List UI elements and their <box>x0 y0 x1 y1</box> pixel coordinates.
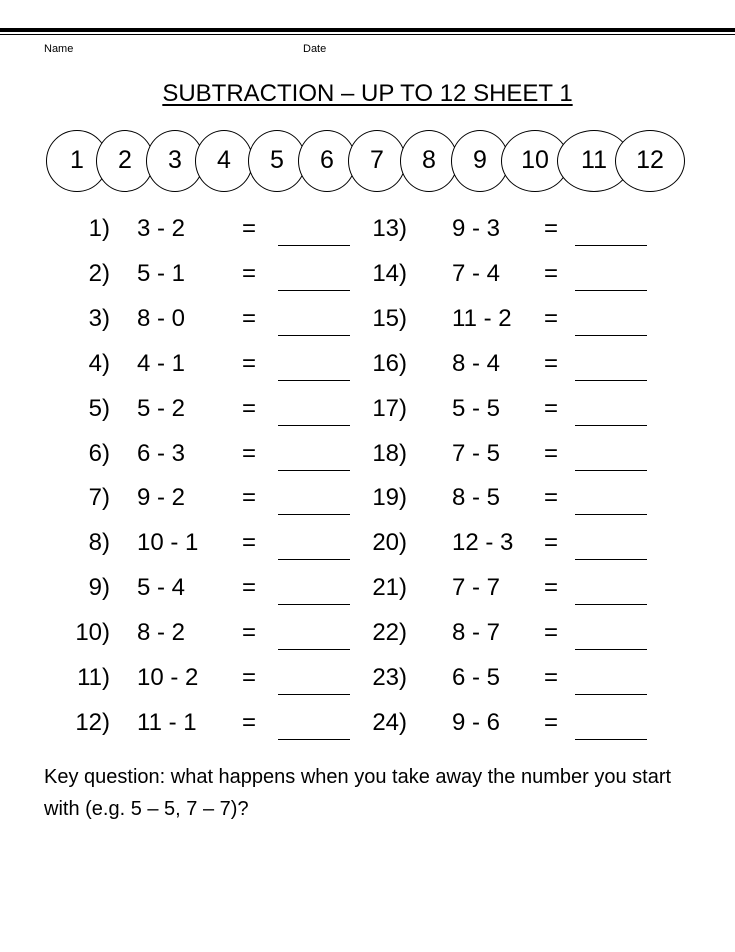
problem-row <box>297 215 697 245</box>
problem-number: 19) <box>372 484 407 512</box>
problem-number: 9) <box>88 574 110 602</box>
problem-expression: 7 - 4 <box>452 259 501 287</box>
number-bubble-label: 9 <box>473 146 487 174</box>
equals-sign: = <box>242 394 257 422</box>
problem-number: 14) <box>372 259 407 287</box>
worksheet-title-text: SUBTRACTION – UP TO 12 SHEET 1 <box>162 80 573 107</box>
number-bubble-label: 4 <box>217 146 231 174</box>
name-label: Name <box>44 43 74 55</box>
problem-number: 15) <box>372 304 407 332</box>
problem-expression: 6 - 3 <box>137 439 186 467</box>
problem-row <box>297 574 697 604</box>
problem-expression: 10 - 1 <box>137 529 199 557</box>
equals-sign: = <box>544 484 559 512</box>
equals-sign: = <box>544 574 559 602</box>
worksheet-title <box>0 80 735 108</box>
answer-blank[interactable] <box>278 380 350 381</box>
answer-blank[interactable] <box>278 559 350 560</box>
problem-expression: 10 - 2 <box>137 664 199 691</box>
problem-row <box>297 484 697 514</box>
answer-blank[interactable] <box>575 335 647 336</box>
equals-sign: = <box>242 664 257 691</box>
answer-blank[interactable] <box>278 245 350 246</box>
answer-blank[interactable] <box>278 470 350 471</box>
number-line <box>0 130 735 194</box>
answer-blank[interactable] <box>278 649 350 650</box>
problem-row <box>297 440 697 470</box>
answer-blank[interactable] <box>575 514 647 515</box>
problem-expression: 5 - 4 <box>137 574 186 602</box>
equals-sign: = <box>242 574 257 602</box>
problem-expression: 7 - 7 <box>452 574 501 602</box>
problem-expression: 3 - 2 <box>137 215 186 242</box>
problem-expression: 7 - 5 <box>452 439 501 467</box>
answer-blank[interactable] <box>575 649 647 650</box>
equals-sign: = <box>544 708 559 736</box>
problem-expression: 5 - 1 <box>137 259 186 287</box>
problem-expression: 9 - 2 <box>137 484 186 512</box>
problem-expression: 9 - 3 <box>452 215 501 242</box>
top-rule-thin <box>0 34 735 35</box>
answer-blank[interactable] <box>575 290 647 291</box>
equals-sign: = <box>242 439 257 467</box>
answer-blank[interactable] <box>278 290 350 291</box>
equals-sign: = <box>242 215 257 242</box>
problem-number: 12) <box>75 708 110 736</box>
equals-sign: = <box>544 664 559 691</box>
number-bubble-label: 11 <box>581 146 607 174</box>
answer-blank[interactable] <box>575 739 647 740</box>
problem-number: 18) <box>372 439 407 467</box>
answer-blank[interactable] <box>278 694 350 695</box>
problem-row <box>297 395 697 425</box>
problem-number: 22) <box>372 619 407 647</box>
answer-blank[interactable] <box>278 425 350 426</box>
problem-expression: 8 - 5 <box>452 484 501 512</box>
number-bubble-label: 3 <box>168 146 182 174</box>
problem-expression: 5 - 2 <box>137 394 186 422</box>
problem-expression: 8 - 0 <box>137 304 186 332</box>
number-bubble-label: 6 <box>320 146 334 174</box>
answer-blank[interactable] <box>278 335 350 336</box>
problem-row <box>297 260 697 290</box>
problem-number: 23) <box>372 664 407 691</box>
problem-number: 6) <box>88 439 110 467</box>
problem-row <box>297 664 697 694</box>
problem-number: 8) <box>88 529 110 557</box>
problem-row <box>297 619 697 649</box>
problem-number: 10) <box>75 619 110 647</box>
problem-number: 13) <box>372 215 407 242</box>
equals-sign: = <box>544 215 559 242</box>
equals-sign: = <box>242 708 257 736</box>
equals-sign: = <box>242 304 257 332</box>
problem-expression: 8 - 4 <box>452 349 501 377</box>
answer-blank[interactable] <box>278 739 350 740</box>
problem-number: 17) <box>372 394 407 422</box>
number-bubble-label: 5 <box>270 146 284 174</box>
problem-number: 11) <box>77 664 110 691</box>
answer-blank[interactable] <box>575 245 647 246</box>
number-bubble-label: 8 <box>422 146 436 174</box>
answer-blank[interactable] <box>575 694 647 695</box>
problem-row <box>297 350 697 380</box>
equals-sign: = <box>242 349 257 377</box>
problem-number: 7) <box>88 484 110 512</box>
date-label: Date <box>303 43 327 55</box>
problem-number: 4) <box>88 349 110 377</box>
problem-row <box>297 305 697 335</box>
number-bubble-label: 2 <box>118 146 132 174</box>
equals-sign: = <box>544 304 559 332</box>
problem-expression: 11 - 2 <box>452 304 512 332</box>
problem-number: 1) <box>88 215 110 242</box>
answer-blank[interactable] <box>575 425 647 426</box>
equals-sign: = <box>544 439 559 467</box>
problem-expression: 9 - 6 <box>452 708 501 736</box>
equals-sign: = <box>544 529 559 557</box>
equals-sign: = <box>242 619 257 647</box>
equals-sign: = <box>242 529 257 557</box>
problem-expression: 11 - 1 <box>137 708 197 736</box>
equals-sign: = <box>242 259 257 287</box>
problem-row <box>297 529 697 559</box>
equals-sign: = <box>544 394 559 422</box>
equals-sign: = <box>544 349 559 377</box>
problem-number: 3) <box>88 304 110 332</box>
equals-sign: = <box>544 619 559 647</box>
problem-expression: 12 - 3 <box>452 529 514 557</box>
number-bubble-label: 1 <box>70 146 84 174</box>
number-bubble-label: 7 <box>370 146 384 174</box>
equals-sign: = <box>242 484 257 512</box>
answer-blank[interactable] <box>575 380 647 381</box>
answer-blank[interactable] <box>575 604 647 605</box>
answer-blank[interactable] <box>575 559 647 560</box>
answer-blank[interactable] <box>278 514 350 515</box>
problem-expression: 5 - 5 <box>452 394 501 422</box>
equals-sign: = <box>544 259 559 287</box>
number-bubble-label: 12 <box>636 146 664 174</box>
problem-row <box>297 709 697 739</box>
answer-blank[interactable] <box>575 470 647 471</box>
key-question: Key question: what happens when you take away the number you start with (e.g. 5 – 5, 7 – 7)? <box>44 766 672 820</box>
problem-number: 16) <box>372 349 407 377</box>
problem-number: 24) <box>372 708 407 736</box>
top-rule-thick <box>0 28 735 32</box>
answer-blank[interactable] <box>278 604 350 605</box>
problem-number: 20) <box>372 529 407 557</box>
problem-expression: 6 - 5 <box>452 664 501 691</box>
problem-expression: 4 - 1 <box>137 349 186 377</box>
problem-expression: 8 - 2 <box>137 619 186 647</box>
problem-number: 5) <box>88 394 110 422</box>
problem-expression: 8 - 7 <box>452 619 501 647</box>
problem-number: 21) <box>372 574 407 602</box>
problem-number: 2) <box>88 259 110 287</box>
number-bubble-label: 10 <box>521 146 549 174</box>
